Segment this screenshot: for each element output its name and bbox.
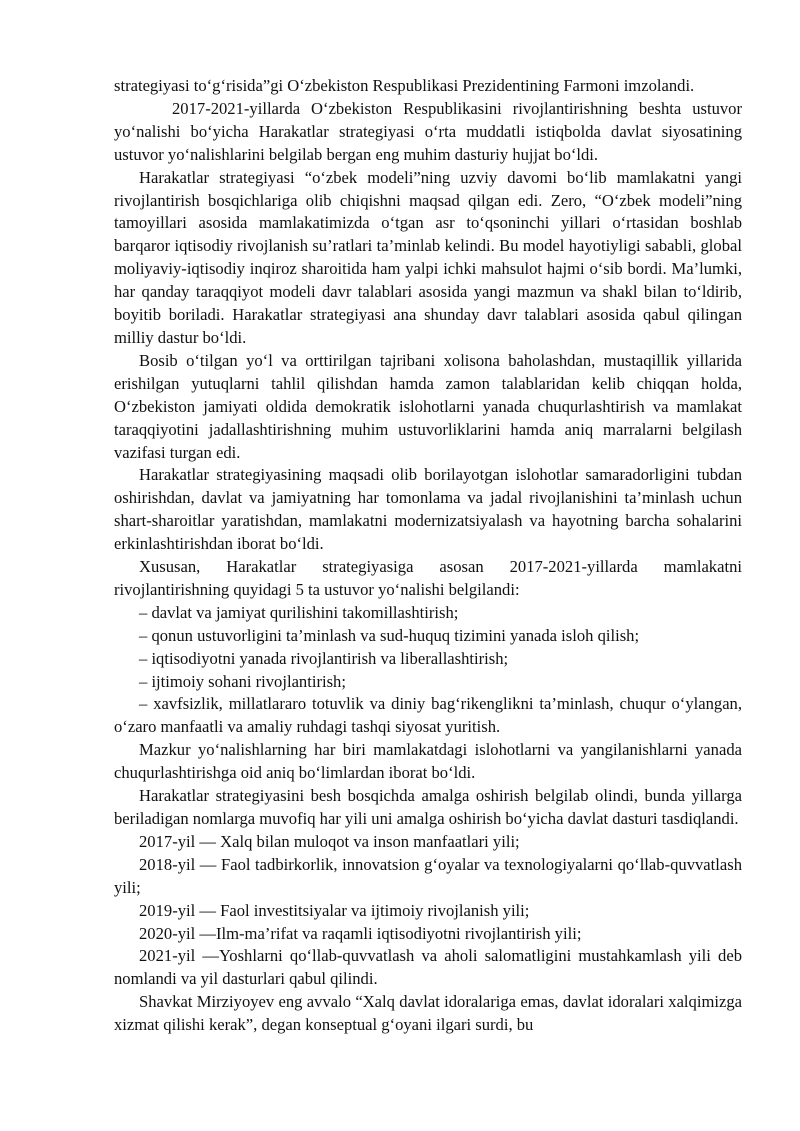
paragraph-7: Mazkur yo‘nalishlarning har biri mamlakatdagi islohotlarni va yangilanishlarni yanada chuqurlashtirishga oid aniq bo‘limlardan iborat bo‘ldi. [114,740,742,783]
paragraph-4: Bosib o‘tilgan yo‘l va orttirilgan tajribani xolisona baholashdan, mustaqillik yillarida erishilgan yutuqlarni tahlil qilishdan hamda zamon talablaridan kelib chiqqan holda, O‘zbekiston jamiyati oldida demokratik islohotlarni yanada chuqurlashtirish va mamlakat taraqqiyotini jadallashtirishning muhim ustuvorliklarini hamda aniq marralarni belgilash vazifasi turgan edi. [114,350,742,462]
paragraph-6: Xususan, Harakatlar strategiyasiga asosan 2017-2021-yillarda mamlakatni rivojlantirishning quyidagi 5 ta ustuvor yo‘nalishi belgilandi: [114,557,742,599]
year-item-2018: 2018-yil — Faol tadbirkorlik, innovatsion g‘oyalar va texnologiyalarni qo‘llab-quvvatlash yili; [114,854,742,897]
paragraph-1: strategiyasi to‘g‘risida”gi O‘zbekiston Respublikasi Prezidentining Farmoni imzolandi. [114,76,695,95]
list-item-1: – davlat va jamiyat qurilishini takomillashtirish; [139,602,459,622]
list-item-4: – ijtimoiy sohani rivojlantirish; [139,671,346,691]
list-item-5: – xavfsizlik, millatlararo totuvlik va diniy bag‘rikenglikni ta’minlash, chuqur o‘ylangan, o‘zaro manfaatli va amaliy ruhdagi tashqi siyosat yuritish. [114,694,742,737]
list-item-3: – iqtisodiyotni yanada rivojlantirish va liberallashtirish; [139,648,509,668]
paragraph-5: Harakatlar strategiyasining maqsadi olib borilayotgan islohotlar samaradorligini tubdan oshirishdan, davlat va jamiyatning har tomonlama va jadal rivojlanishini ta’minlash uchun shart-sharoitlar yaratishdan, mamlakatni modernizatsiyalash va hayotning barcha sohalarini erkinlashtirishdan iborat bo‘ldi. [114,465,742,554]
paragraph-8: Harakatlar strategiyasini besh bosqichda amalga oshirish belgilab olindi, bunda yillarga beriladigan nomlarga muvofiq har yili uni amalga oshirish bo‘yicha davlat dasturi tasdiqlandi. [114,786,742,828]
list-item-2: – qonun ustuvorligini ta’minlash va sud-huquq tizimini yanada isloh qilish; [139,625,640,645]
paragraph-9: Shavkat Mirziyoyev eng avvalo “Xalq davlat idoralariga emas, davlat idoralari xalqimizga xizmat qilishi kerak”, degan konseptual g‘oyani ilgari surdi, bu [114,992,742,1035]
paragraph-2: 2017-2021-yillarda O‘zbekiston Respublikasini rivojlantirishning beshta ustuvor yo‘nalishi bo‘yicha Harakatlar strategiyasi o‘rta muddatli istiqbolda davlat siyosatining ustuvor yo‘nalishlarini belgilab bergan eng muhim dasturiy hujjat bo‘ldi. [114,98,742,164]
year-item-2017: 2017-yil — Xalq bilan muloqot va inson manfaatlari yili; [139,831,520,851]
year-item-2021: 2021-yil —Yoshlarni qo‘llab-quvvatlash va aholi salomatligini mustahkamlash yili deb nomlandi va yil dasturlari qabul qilindi. [114,946,742,989]
year-item-2019: 2019-yil — Faol investitsiyalar va ijtimoiy rivojlanish yili; [139,900,530,920]
year-item-2020: 2020-yil —Ilm-ma’rifat va raqamli iqtisodiyotni rivojlantirish yili; [139,923,582,943]
paragraph-3: Harakatlar strategiyasi “o‘zbek modeli”ning uzviy davomi bo‘lib mamlakatni yangi rivojlantirish bosqichlariga olib chiqishni maqsad qilgan edi. Zero, “O‘zbek modeli”ning tamoyillari asosida mamlakatimizda o‘tgan asr to‘qsoninchi yillari o‘rtasidan boshlab barqaror iqtisodiy rivojlanish su’ratlari ta’minlab kelindi. Bu model hayotiyligi sababli, global moliyaviy-iqtisodiy inqiroz sharoitida ham yalpi ichki mahsulot hajmi o‘sib bordi. Ma’lumki, har qanday taraqqiyot modeli davr talablari asosida yangi mazmun va shakl bilan to‘ldirib, boyitib boriladi. Harakatlar strategiyasi ana shunday davr talablari asosida qabul qilingan milliy dastur bo‘ldi. [114,167,742,347]
